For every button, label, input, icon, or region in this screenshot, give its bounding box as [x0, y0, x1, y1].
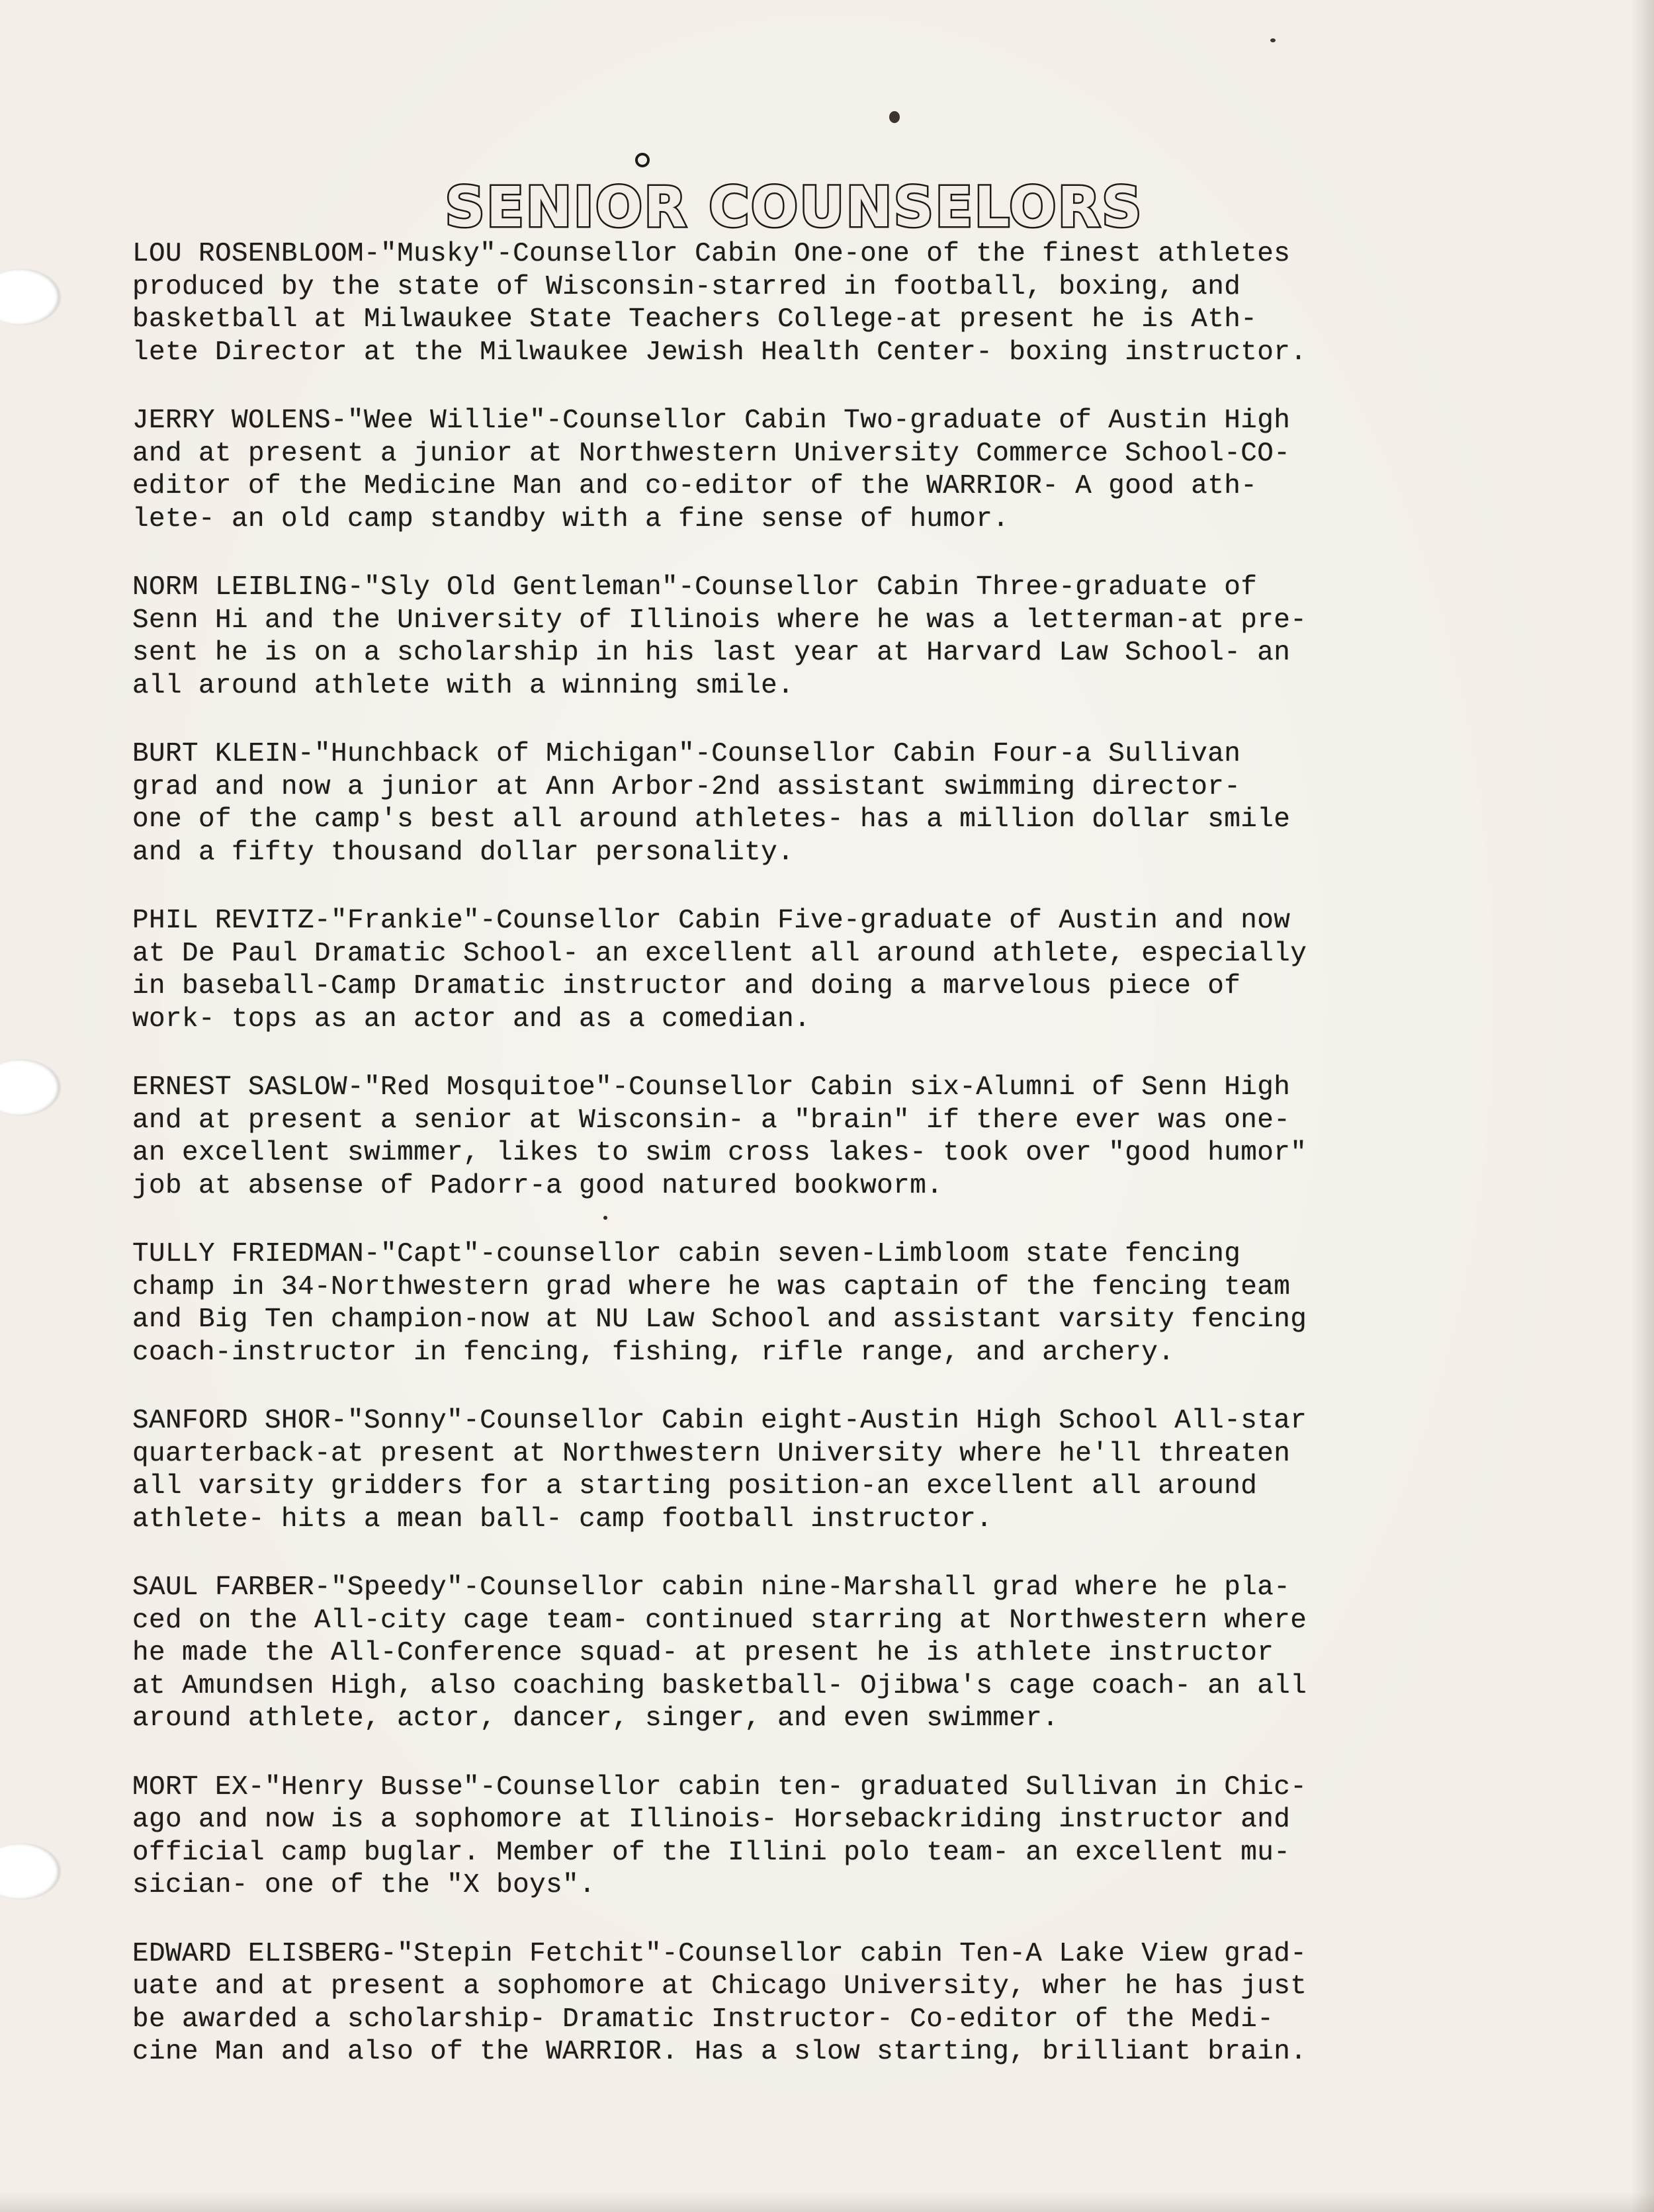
- entry-line: all around athlete with a winning smile.: [132, 670, 795, 701]
- title-text: SENIOR COUNSELORS: [445, 175, 1143, 239]
- entry-line: lete- an old camp standby with a fine sense of humor.: [132, 503, 1010, 534]
- entry-line: sent he is on a scholarship in his last year at Harvard Law School- an: [132, 638, 1291, 668]
- counselor-entry-elisberg: [132, 1938, 1555, 2069]
- ink-spot: [889, 111, 900, 123]
- counselor-entry-farber: [132, 1572, 1555, 1736]
- punch-hole-top: [0, 269, 60, 325]
- stray-ink-dot: [603, 1216, 607, 1220]
- ink-speck: [1270, 38, 1276, 42]
- entry-line: champ in 34-Northwestern grad where he was captain of the fencing team: [132, 1271, 1291, 1302]
- counselor-entry-revitz: [132, 905, 1555, 1036]
- counselor-entry-friedman: [132, 1238, 1555, 1369]
- punch-hole-bottom: [0, 1844, 60, 1899]
- entry-line: be awarded a scholarship- Dramatic Instructor- Co-editor of the Medi-: [132, 2004, 1274, 2035]
- entry-line: uate and at present a sophomore at Chicago University, wher he has just: [132, 1971, 1307, 2002]
- entry-line: job at absense of Padorr-a good natured bookworm.: [132, 1170, 943, 1201]
- counselor-entry-rosenbloom: [132, 238, 1555, 369]
- page-title: [445, 152, 1143, 251]
- counselor-entry-klein: [132, 738, 1555, 869]
- entry-line: ced on the All-city cage team- continued starring at Northwestern where: [132, 1605, 1307, 1636]
- entry-line: BURT KLEIN-"Hunchback of Michigan"-Counsellor Cabin Four-a Sullivan: [132, 739, 1241, 769]
- entry-line: SANFORD SHOR-"Sonny"-Counsellor Cabin eight-Austin High School All-star: [132, 1406, 1307, 1436]
- title-bubble-lettering: [445, 152, 1143, 251]
- entry-line: and a fifty thousand dollar personality.: [132, 837, 795, 868]
- entry-line: and at present a junior at Northwestern University Commerce School-CO-: [132, 438, 1291, 469]
- entry-line: lete Director at the Milwaukee Jewish Health Center- boxing instructor.: [132, 337, 1307, 368]
- entry-line: all varsity gridders for a starting position-an excellent all around: [132, 1471, 1258, 1502]
- entry-line: an excellent swimmer, likes to swim cross lakes- took over "good humor": [132, 1138, 1307, 1168]
- entry-line: in baseball-Camp Dramatic instructor and doing a marvelous piece of: [132, 971, 1241, 1001]
- entry-line: grad and now a junior at Ann Arbor-2nd assistant swimming director-: [132, 771, 1241, 802]
- page-bottom-shadow: [0, 2192, 1654, 2212]
- entry-line: LOU ROSENBLOOM-"Musky"-Counsellor Cabin One-one of the finest athletes: [132, 239, 1291, 269]
- counselor-entry-ex: [132, 1771, 1555, 1902]
- entry-line: EDWARD ELISBERG-"Stepin Fetchit"-Counsellor cabin Ten-A Lake View grad-: [132, 1938, 1307, 1969]
- entry-line: PHIL REVITZ-"Frankie"-Counsellor Cabin Five-graduate of Austin and now: [132, 906, 1291, 936]
- entry-line: athlete- hits a mean ball- camp football instructor.: [132, 1504, 993, 1535]
- entry-line: and at present a senior at Wisconsin- a "brain" if there ever was one-: [132, 1105, 1291, 1136]
- entry-line: at Amundsen High, also coaching basketball- Ojibwa's cage coach- an all: [132, 1670, 1307, 1701]
- entry-line: sician- one of the "X boys".: [132, 1870, 596, 1900]
- entry-line: he made the All-Conference squad- at present he is athlete instructor: [132, 1638, 1274, 1668]
- entry-line: produced by the state of Wisconsin-starred in football, boxing, and: [132, 271, 1241, 302]
- punch-hole-middle: [0, 1060, 60, 1115]
- entry-line: TULLY FRIEDMAN-"Capt"-counsellor cabin seven-Limbloom state fencing: [132, 1239, 1241, 1269]
- entry-line: quarterback-at present at Northwestern University where he'll threaten: [132, 1438, 1291, 1469]
- page-edge-shadow: [1632, 0, 1654, 2212]
- counselor-entry-wolens: [132, 405, 1555, 536]
- counselor-entry-saslow: [132, 1072, 1555, 1203]
- entry-line: and Big Ten champion-now at NU Law School and assistant varsity fencing: [132, 1304, 1307, 1335]
- entry-line: ERNEST SASLOW-"Red Mosquitoe"-Counsellor Cabin six-Alumni of Senn High: [132, 1072, 1291, 1103]
- title-letter-dot: [636, 154, 648, 166]
- entry-line: around athlete, actor, dancer, singer, and even swimmer.: [132, 1703, 1059, 1734]
- counselor-entry-shor: [132, 1405, 1555, 1536]
- entry-line: at De Paul Dramatic School- an excellent all around athlete, especially: [132, 938, 1307, 969]
- entry-line: work- tops as an actor and as a comedian.: [132, 1003, 811, 1035]
- counselor-list: [132, 238, 1555, 2105]
- entry-line: one of the camp's best all around athletes- has a million dollar smile: [132, 804, 1291, 835]
- entry-line: basketball at Milwaukee State Teachers College-at present he is Ath-: [132, 304, 1258, 335]
- entry-line: ago and now is a sophomore at Illinois- Horsebackriding instructor and: [132, 1805, 1291, 1835]
- entry-line: Senn Hi and the University of Illinois where he was a letterman-at pre-: [132, 605, 1307, 636]
- entry-line: editor of the Medicine Man and co-editor of the WARRIOR- A good ath-: [132, 471, 1258, 501]
- entry-line: cine Man and also of the WARRIOR. Has a slow starting, brilliant brain.: [132, 2037, 1307, 2067]
- entry-line: JERRY WOLENS-"Wee Willie"-Counsellor Cabin Two-graduate of Austin High: [132, 405, 1291, 436]
- counselor-entry-leibling: [132, 572, 1555, 702]
- entry-line: NORM LEIBLING-"Sly Old Gentleman"-Counsellor Cabin Three-graduate of: [132, 572, 1258, 603]
- entry-line: SAUL FARBER-"Speedy"-Counsellor cabin nine-Marshall grad where he pla-: [132, 1572, 1291, 1603]
- entry-line: official camp buglar. Member of the Illini polo team- an excellent mu-: [132, 1837, 1291, 1868]
- entry-line: MORT EX-"Henry Busse"-Counsellor cabin ten- graduated Sullivan in Chic-: [132, 1771, 1307, 1803]
- entry-line: coach-instructor in fencing, fishing, rifle range, and archery.: [132, 1337, 1175, 1368]
